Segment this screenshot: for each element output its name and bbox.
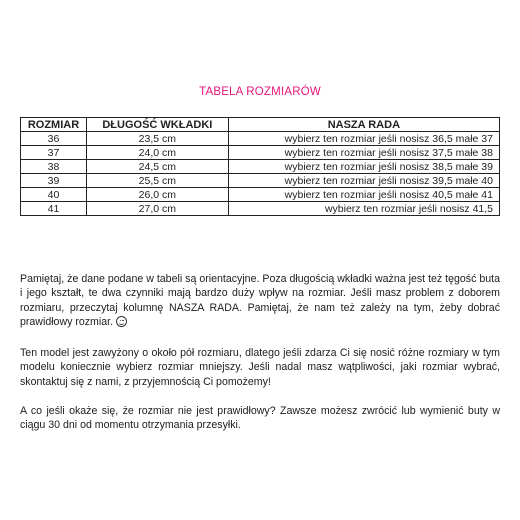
paragraph-text: Ten model jest zawyżony o około pół rozmiaru, dlatego jeśli zdarza Ci się nosić różne rozmiary w tym modelu koniecznie wybierz rozmiar mniejszy. Jeśli nadal masz wątpliwości, jaki rozmiar wybrać, skontaktuj się z nami, z przyjemnością Ci pomożemy! bbox=[20, 347, 500, 388]
advice-cell: wybierz ten rozmiar jeśli nosisz 38,5 małe 39 bbox=[228, 160, 499, 174]
paragraph-text: A co jeśli okaże się, że rozmiar nie jest prawidłowy? Zawsze możesz zwrócić lub wymienić buty w ciągu 30 dni od momentu otrzymania przesyłki. bbox=[20, 405, 500, 432]
length-cell: 23,5 cm bbox=[86, 132, 228, 146]
advice-cell: wybierz ten rozmiar jeśli nosisz 41,5 bbox=[228, 202, 499, 216]
size-cell: 39 bbox=[21, 174, 87, 188]
table-row bbox=[21, 160, 500, 174]
size-cell: 37 bbox=[21, 146, 87, 160]
table-row bbox=[21, 188, 500, 202]
length-cell: 27,0 cm bbox=[86, 202, 228, 216]
advice-cell: wybierz ten rozmiar jeśli nosisz 37,5 małe 38 bbox=[228, 146, 499, 160]
size-cell: 38 bbox=[21, 160, 87, 174]
paragraph-text: Pamiętaj, że dane podane w tabeli są orientacyjne. Poza długością wkładki ważna jest też tęgość buta i jego kształt, te dwa czynniki mają bardzo duży wpływ na rozmiar. Jeśli masz problem z doborem rozmiaru, przeczytaj kolumnę NASZA RADA. Pamiętaj, że nam też zależy na tym, żeby dobrać prawidłowy rozmiar. bbox=[20, 273, 500, 329]
length-cell: 24,0 cm bbox=[86, 146, 228, 160]
table-row bbox=[21, 174, 500, 188]
table-row bbox=[21, 146, 500, 160]
size-cell: 36 bbox=[21, 132, 87, 146]
info-paragraph-model-fit bbox=[20, 346, 500, 389]
advice-cell: wybierz ten rozmiar jeśli nosisz 39,5 małe 40 bbox=[228, 174, 499, 188]
page-title: TABELA ROZMIARÓW bbox=[199, 86, 321, 98]
table-row bbox=[21, 132, 500, 146]
table-row bbox=[21, 202, 500, 216]
size-cell: 41 bbox=[21, 202, 87, 216]
info-paragraph-returns bbox=[20, 404, 500, 433]
size-cell: 40 bbox=[21, 188, 87, 202]
info-paragraph-sizing bbox=[20, 272, 500, 330]
header-size: ROZMIAR bbox=[21, 118, 87, 132]
length-cell: 26,0 cm bbox=[86, 188, 228, 202]
length-cell: 24,5 cm bbox=[86, 160, 228, 174]
length-cell: 25,5 cm bbox=[86, 174, 228, 188]
table-header-row bbox=[21, 118, 500, 132]
advice-cell: wybierz ten rozmiar jeśli nosisz 36,5 małe 37 bbox=[228, 132, 499, 146]
advice-cell: wybierz ten rozmiar jeśli nosisz 40,5 małe 41 bbox=[228, 188, 499, 202]
header-advice: NASZA RADA bbox=[228, 118, 499, 132]
size-table bbox=[20, 117, 500, 216]
smiley-face-icon bbox=[116, 316, 127, 327]
header-insole-length: DŁUGOŚĆ WKŁADKI bbox=[86, 118, 228, 132]
